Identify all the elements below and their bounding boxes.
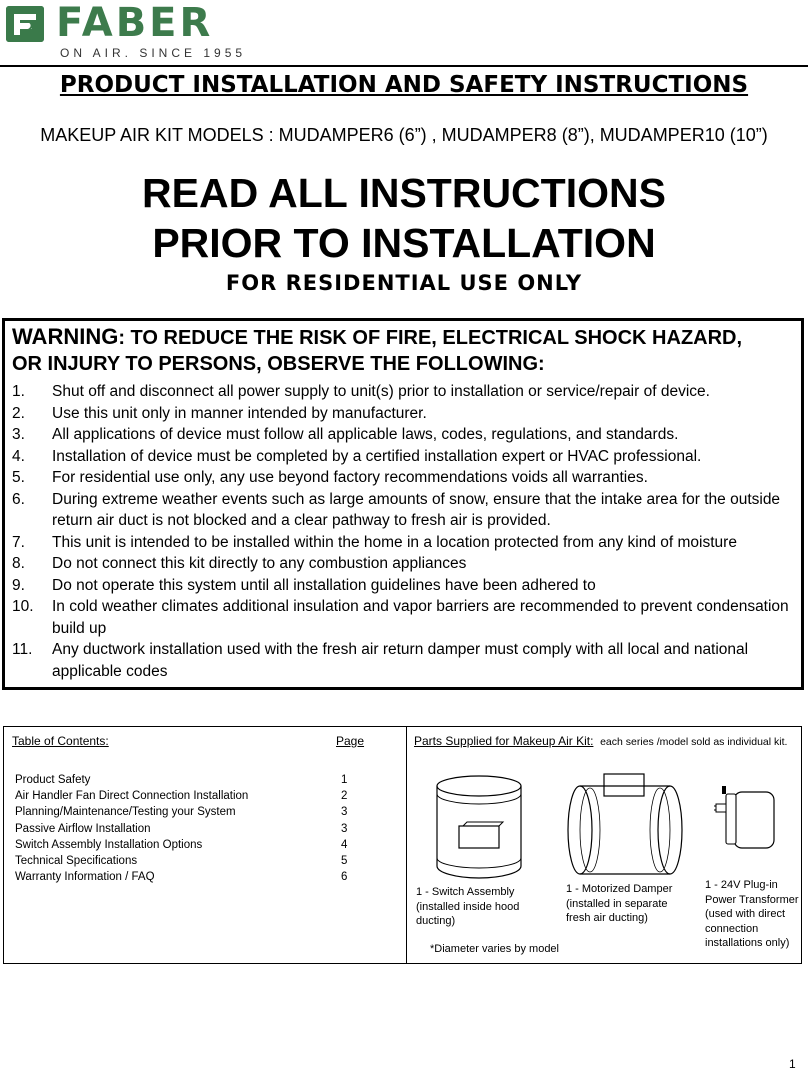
warning-text-line2: OR INJURY TO PERSONS, OBSERVE THE FOLLOWING: (12, 353, 545, 375)
toc-entry-label: Planning/Maintenance/Testing your System (15, 806, 236, 819)
switch-assembly-caption: 1 - Switch Assembly (installed inside hood ducting) (416, 886, 520, 928)
warning-item-text: Use this unit only in manner intended by manufacturer. (52, 404, 427, 422)
warning-item-number: 9. (12, 576, 25, 594)
toc-entry-page: 3 (341, 806, 348, 819)
toc-entry (15, 788, 355, 804)
page-title: PRODUCT INSTALLATION AND SAFETY INSTRUCTIONS (59, 72, 749, 98)
toc-entry (15, 869, 355, 885)
model-list: MAKEUP AIR KIT MODELS : MUDAMPER6 (6”) , MUDAMPER8 (8”), MUDAMPER10 (10”) (40, 125, 768, 145)
read-instructions-line2: PRIOR TO INSTALLATION (152, 220, 656, 266)
warning-item-text: In cold weather climates additional insulation and vapor barriers are recommended to prevent condensation build up (52, 598, 789, 637)
motorized-damper-illustration (566, 772, 684, 880)
toc-entry-page: 3 (341, 822, 348, 835)
toc-entry (15, 804, 355, 820)
residential-notice: FOR RESIDENTIAL USE ONLY (225, 271, 583, 295)
warning-item-text: Do not operate this system until all installation guidelines have been adhered to (52, 576, 596, 594)
toc-entry-label: Switch Assembly Installation Options (15, 838, 203, 851)
page-number: 1 (789, 1057, 796, 1071)
toc-entry-page: 6 (341, 871, 348, 884)
warning-item-text: During extreme weather events such as large amounts of snow, ensure that the intake area for the outside return air duct is not blocked and a clear pathway to fresh air is provided. (52, 490, 781, 529)
warning-label: WARNING (12, 324, 119, 349)
warning-list (12, 381, 802, 682)
warning-item-number: 7. (12, 533, 25, 551)
warning-item (12, 381, 802, 403)
toc-entry-label: Warranty Information / FAQ (15, 871, 155, 884)
warning-item-number: 11. (12, 641, 33, 658)
warning-item (12, 575, 802, 597)
motorized-damper-caption: 1 - Motorized Damper (installed in separate fresh air ducting) (566, 883, 673, 925)
diameter-note: *Diameter varies by model (430, 943, 559, 955)
toc-entry (15, 772, 355, 788)
warning-item-text: For residential use only, any use beyond factory recommendations voids all warranties. (52, 469, 648, 486)
toc-list (15, 772, 355, 885)
toc-entry-label: Air Handler Fan Direct Connection Installation (15, 790, 249, 803)
warning-item-text: Shut off and disconnect all power supply to unit(s) prior to installation or service/repair of device. (52, 383, 710, 400)
switch-assembly-illustration (433, 774, 525, 882)
warning-item-text: All applications of device must follow all applicable laws, codes, regulations, and standards. (52, 426, 679, 443)
warning-item-number: 6. (12, 490, 25, 508)
brand-name: FABER (56, 0, 214, 46)
toc-entry (15, 837, 355, 853)
warning-heading (12, 324, 792, 377)
warning-item-text: Any ductwork installation used with the fresh air return damper must comply with all local and national applicable codes (52, 641, 749, 680)
warning-item-text: Installation of device must be completed by a certified installation expert or HVAC professional. (52, 447, 702, 465)
toc-entry-page: 5 (341, 855, 348, 868)
warning-item (12, 553, 802, 575)
toc-entry-label: Product Safety (15, 774, 91, 786)
warning-item (12, 446, 802, 468)
warning-item-number: 5. (12, 469, 25, 486)
warning-item-number: 10. (12, 598, 34, 615)
toc-entry-page: 2 (341, 790, 348, 803)
faber-logo-mark (6, 6, 44, 42)
contents-divider (406, 726, 407, 964)
toc-entry-page: 1 (341, 774, 348, 786)
toc-entry (15, 853, 355, 869)
toc-entry-label: Passive Airflow Installation (15, 822, 151, 835)
header-rule (0, 65, 808, 67)
parts-heading: Parts Supplied for Makeup Air Kit: (414, 734, 594, 748)
toc-entry-page: 4 (341, 838, 348, 851)
toc-entry-label: Technical Specifications (15, 855, 138, 868)
power-transformer-illustration (712, 784, 778, 864)
warning-item (12, 403, 802, 425)
warning-item (12, 467, 802, 489)
toc-page-heading: Page (336, 734, 365, 748)
warning-item-text: Do not connect this kit directly to any combustion appliances (52, 555, 467, 572)
warning-item-text: This unit is intended to be installed within the home in a location protected from any kind of moisture (52, 533, 737, 551)
warning-text-line1: : TO REDUCE THE RISK OF FIRE, ELECTRICAL SHOCK HAZARD, (118, 327, 743, 349)
warning-item-number: 4. (12, 447, 25, 465)
parts-note: each series /model sold as individual kit. (600, 736, 788, 748)
toc-entry (15, 821, 355, 837)
warning-item (12, 424, 802, 446)
read-instructions-line1: READ ALL INSTRUCTIONS (142, 170, 666, 216)
warning-item-number: 1. (12, 383, 25, 400)
toc-heading: Table of Contents: (12, 734, 109, 748)
warning-item (12, 639, 802, 682)
warning-item-number: 8. (12, 555, 25, 572)
warning-item (12, 489, 802, 532)
transformer-caption: 1 - 24V Plug-in Power Transformer (used with direct connection installations only) (705, 879, 799, 950)
warning-item-number: 2. (12, 404, 25, 422)
parts-heading-block (414, 734, 794, 749)
warning-item-number: 3. (12, 426, 25, 443)
brand-tagline: ON AIR. SINCE 1955 (60, 46, 247, 60)
warning-item (12, 532, 802, 554)
warning-item (12, 596, 802, 639)
